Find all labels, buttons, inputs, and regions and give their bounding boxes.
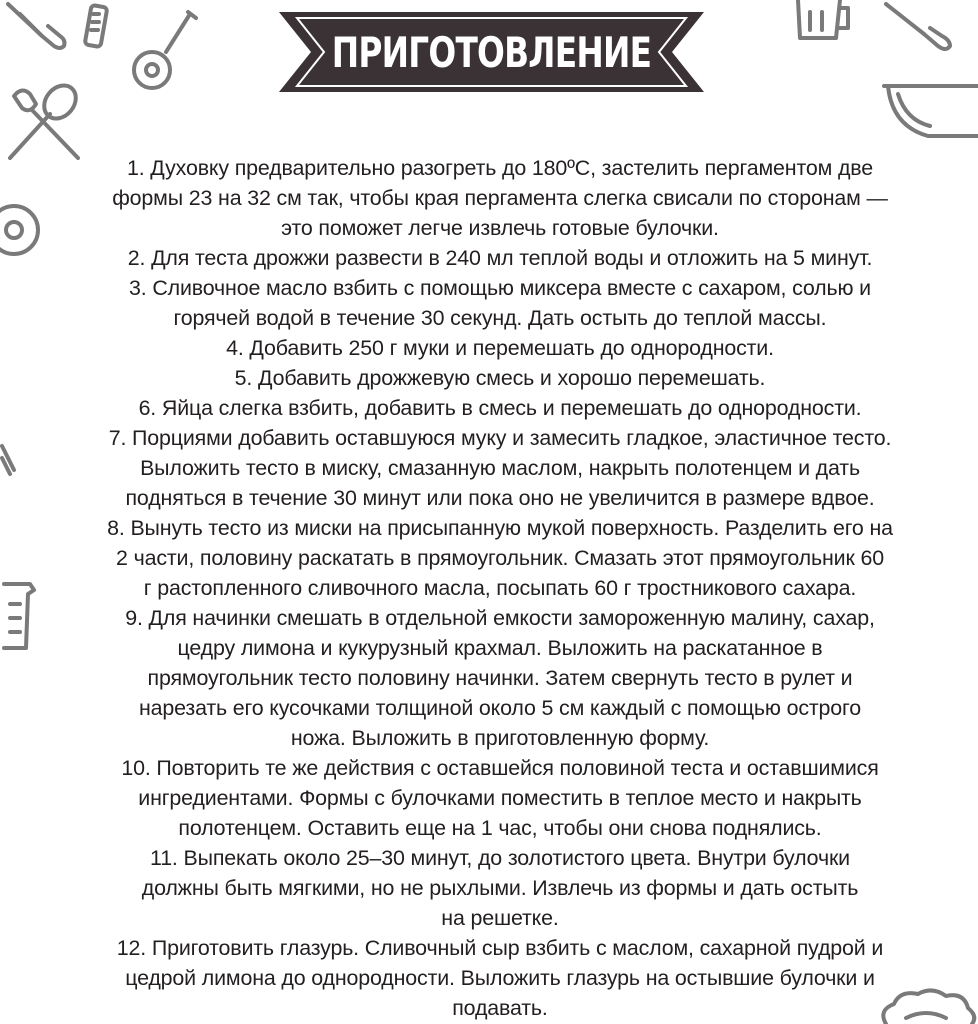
step-5	[30, 363, 970, 393]
bowl-icon	[880, 76, 978, 146]
step-11	[30, 843, 970, 933]
page-title: ПРИГОТОВЛЕНИЕ	[331, 27, 652, 77]
step-line: нарезать его кусочками толщиной около 5 см каждый с помощью острого	[139, 696, 861, 720]
pizza-cutter-icon	[118, 8, 200, 94]
step-line: цедрой лимона до однородности. Выложить глазурь на остывшие булочки и	[125, 966, 875, 990]
step-line: горячей водой в течение 30 секунд. Дать остыть до теплой массы.	[173, 306, 827, 330]
title-banner	[279, 12, 704, 92]
step-line: должны быть мягкими, но не рыхлыми. Извлечь из формы и дать остыть	[141, 876, 859, 900]
step-line: 3. Сливочное масло взбить с помощью миксера вместе с сахаром, солью и	[129, 276, 871, 300]
step-9	[30, 603, 970, 753]
step-line: ножа. Выложить в приготовленную форму.	[290, 726, 710, 750]
step-line: ингредиентами. Формы с булочками поместить в теплое место и накрыть	[138, 786, 862, 810]
step-2	[30, 243, 970, 273]
step-1	[30, 153, 970, 243]
step-line: 2 части, половину раскатать в прямоугольник. Смазать этот прямоугольник 60	[116, 546, 884, 570]
step-line: полотенцем. Оставить еще на 1 час, чтобы они снова поднялись.	[178, 816, 822, 840]
step-line: формы 23 на 32 см так, чтобы края пергамента слегка свисали по сторонам —	[112, 186, 888, 210]
step-line: 11. Выпекать около 25–30 минут, до золотистого цвета. Внутри булочки	[150, 846, 850, 870]
step-line: г растопленного сливочного масла, посыпать 60 г тростникового сахара.	[143, 576, 857, 600]
step-line: на решетке.	[441, 906, 559, 930]
steps-list	[30, 153, 970, 1023]
step-6	[30, 393, 970, 423]
step-line: подавать.	[452, 996, 548, 1020]
step-line: 5. Добавить дрожжевую смесь и хорошо перемешать.	[234, 366, 766, 390]
step-4	[30, 333, 970, 363]
step-3	[30, 273, 970, 333]
step-line: 9. Для начинки смешать в отдельной емкости замороженную малину, сахар,	[125, 606, 875, 630]
step-8	[30, 513, 970, 603]
step-line: 12. Приготовить глазурь. Сливочный сыр взбить с маслом, сахарной пудрой и	[116, 936, 884, 960]
step-line: Выложить тесто в миску, смазанную маслом, накрыть полотенцем и дать	[140, 456, 860, 480]
step-line: 10. Повторить те же действия с оставшейся половиной теста и оставшимися	[121, 756, 879, 780]
step-line: 1. Духовку предварительно разогреть до 180ºC, застелить пергаментом две	[126, 156, 874, 180]
blender-icon	[790, 0, 854, 44]
step-line: 6. Яйца слегка взбить, добавить в смесь и перемешать до однородности.	[138, 396, 862, 420]
step-line: 8. Вынуть тесто из миски на присыпанную мукой поверхность. Разделить его на	[107, 516, 893, 540]
step-line: подняться в течение 30 минут или пока оно не увеличится в размере вдвое.	[125, 486, 875, 510]
step-10	[30, 753, 970, 843]
step-12	[30, 933, 970, 1023]
whisk-icon	[0, 440, 24, 480]
step-line: прямоугольник тесто половину начинки. Затем свернуть тесто в рулет и	[147, 666, 853, 690]
step-line: 7. Порциями добавить оставшуюся муку и замесить гладкое, эластичное тесто.	[108, 426, 892, 450]
spatula-icon	[78, 0, 118, 60]
step-line: цедру лимона и кукурузный крахмал. Выложить на раскатанное в	[177, 636, 823, 660]
step-7	[30, 423, 970, 513]
knife-icon	[880, 0, 960, 56]
knife-icon	[0, 0, 80, 60]
step-line: это поможет легче извлечь готовые булочки.	[281, 216, 719, 240]
step-line: 2. Для теста дрожжи развести в 240 мл теплой воды и отложить на 5 минут.	[127, 246, 873, 270]
step-line: 4. Добавить 250 г муки и перемешать до однородности.	[226, 336, 774, 360]
